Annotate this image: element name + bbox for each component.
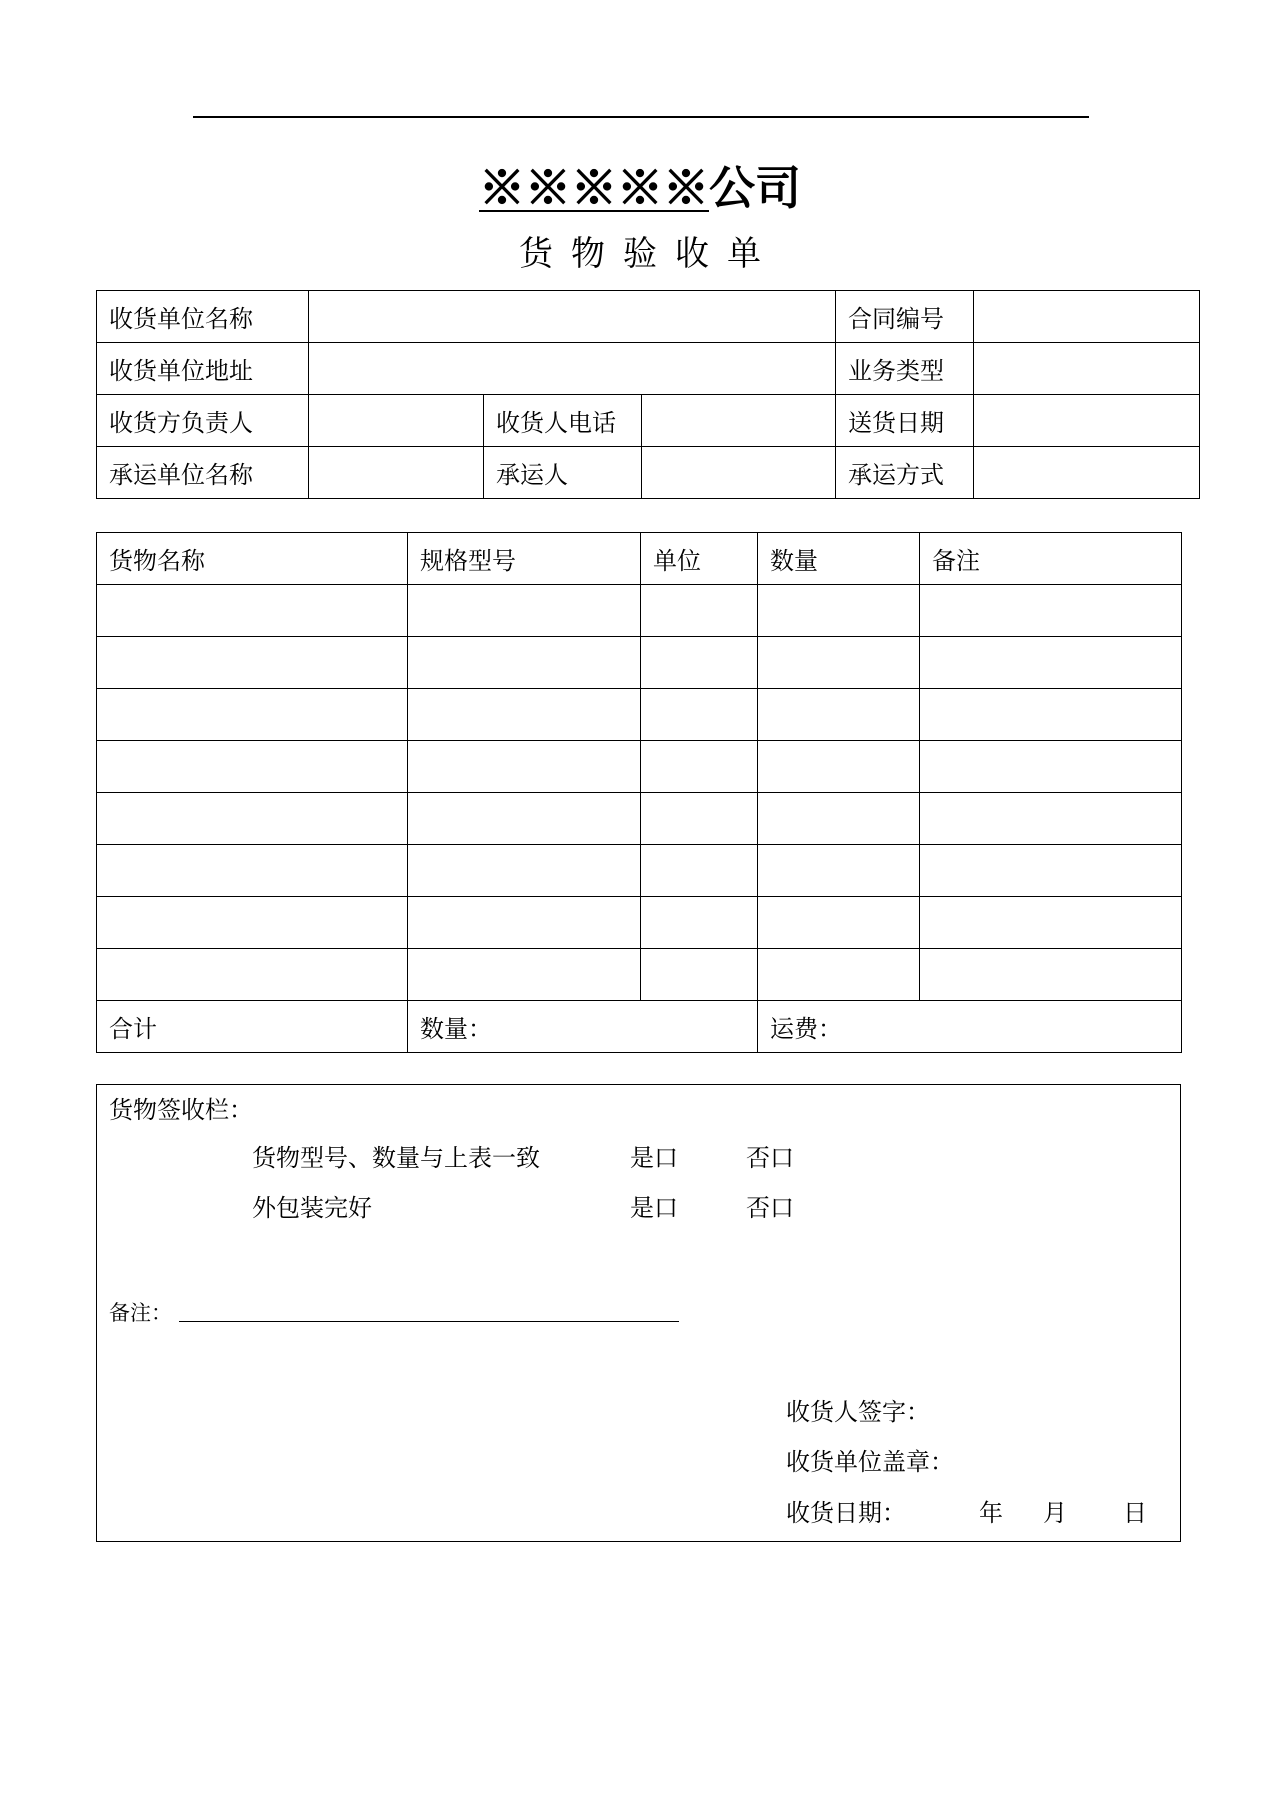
consignee-phone-label: 收货人电话 — [484, 395, 642, 447]
consignee-manager-label: 收货方负责人 — [97, 395, 309, 447]
total-quantity-label: 数量： — [420, 1015, 492, 1043]
check-packaging-label: 外包装完好 — [252, 1194, 372, 1222]
goods-cell[interactable] — [758, 793, 920, 845]
goods-cell[interactable] — [97, 689, 408, 741]
goods-cell[interactable] — [758, 845, 920, 897]
company-name — [0, 158, 1280, 218]
table-row — [97, 949, 1182, 1001]
consignee-phone-field[interactable] — [642, 395, 836, 447]
goods-cell[interactable] — [920, 949, 1182, 1001]
table-row — [97, 845, 1182, 897]
goods-total-row — [97, 1001, 1182, 1053]
goods-header-spec: 规格型号 — [408, 533, 641, 585]
business-type-field[interactable] — [974, 343, 1200, 395]
month-label: 月 — [1043, 1499, 1067, 1527]
top-rule — [193, 116, 1089, 118]
contract-no-field[interactable] — [974, 291, 1200, 343]
total-quantity-cell[interactable] — [408, 1001, 758, 1053]
check-packaging-no[interactable]: 否口 — [746, 1194, 794, 1222]
consignee-address-label: 收货单位地址 — [97, 343, 309, 395]
day-label: 日 — [1123, 1499, 1147, 1527]
goods-cell[interactable] — [641, 897, 758, 949]
goods-cell[interactable] — [408, 949, 641, 1001]
signature-label: 收货人签字： — [786, 1398, 930, 1426]
carrier-name-label: 承运单位名称 — [97, 447, 309, 499]
company-mark: ※※※※※ — [479, 161, 709, 215]
goods-cell[interactable] — [641, 793, 758, 845]
table-row — [97, 585, 1182, 637]
goods-header-remarks: 备注 — [920, 533, 1182, 585]
remarks-line[interactable] — [179, 1321, 679, 1322]
goods-header-quantity: 数量 — [758, 533, 920, 585]
goods-cell[interactable] — [97, 741, 408, 793]
goods-cell[interactable] — [641, 689, 758, 741]
goods-header-unit: 单位 — [641, 533, 758, 585]
freight-cell[interactable] — [758, 1001, 1182, 1053]
table-row — [97, 741, 1182, 793]
freight-label: 运费： — [770, 1015, 842, 1043]
goods-table — [96, 532, 1182, 1053]
info-row — [97, 395, 1200, 447]
check-model-quantity-no[interactable]: 否口 — [746, 1144, 794, 1172]
goods-cell[interactable] — [408, 845, 641, 897]
goods-cell[interactable] — [641, 949, 758, 1001]
goods-cell[interactable] — [641, 741, 758, 793]
table-row — [97, 637, 1182, 689]
goods-cell[interactable] — [408, 689, 641, 741]
goods-header-row — [97, 533, 1182, 585]
carrier-person-label: 承运人 — [484, 447, 642, 499]
goods-header-name: 货物名称 — [97, 533, 408, 585]
goods-cell[interactable] — [920, 637, 1182, 689]
goods-cell[interactable] — [408, 897, 641, 949]
check-packaging-yes[interactable]: 是口 — [630, 1194, 678, 1222]
check-model-quantity-label: 货物型号、数量与上表一致 — [252, 1144, 540, 1172]
goods-cell[interactable] — [408, 741, 641, 793]
receipt-section — [96, 1084, 1181, 1542]
table-row — [97, 689, 1182, 741]
goods-cell[interactable] — [97, 845, 408, 897]
receipt-section-title: 货物签收栏： — [109, 1096, 253, 1124]
seal-label: 收货单位盖章： — [786, 1448, 954, 1476]
consignee-manager-field[interactable] — [309, 395, 484, 447]
year-label: 年 — [979, 1499, 1003, 1527]
goods-cell[interactable] — [641, 637, 758, 689]
delivery-date-label: 送货日期 — [836, 395, 974, 447]
check-model-quantity-yes[interactable]: 是口 — [630, 1144, 678, 1172]
carrier-method-field[interactable] — [974, 447, 1200, 499]
info-table — [96, 290, 1200, 499]
goods-cell[interactable] — [758, 689, 920, 741]
carrier-name-field[interactable] — [309, 447, 484, 499]
goods-cell[interactable] — [920, 845, 1182, 897]
page-title: 货物验收单 — [519, 234, 779, 274]
consignee-name-label: 收货单位名称 — [97, 291, 309, 343]
goods-cell[interactable] — [97, 897, 408, 949]
remarks-label: 备注： — [109, 1301, 172, 1325]
goods-cell[interactable] — [758, 897, 920, 949]
goods-cell[interactable] — [97, 949, 408, 1001]
goods-cell[interactable] — [97, 637, 408, 689]
goods-cell[interactable] — [408, 585, 641, 637]
goods-cell[interactable] — [758, 585, 920, 637]
company-suffix: 公司 — [709, 161, 801, 215]
goods-cell[interactable] — [920, 793, 1182, 845]
goods-cell[interactable] — [408, 637, 641, 689]
goods-cell[interactable] — [920, 689, 1182, 741]
carrier-person-field[interactable] — [642, 447, 836, 499]
goods-cell[interactable] — [758, 741, 920, 793]
goods-cell[interactable] — [97, 793, 408, 845]
info-row — [97, 343, 1200, 395]
business-type-label: 业务类型 — [836, 343, 974, 395]
goods-cell[interactable] — [758, 949, 920, 1001]
total-label: 合计 — [97, 1001, 408, 1053]
delivery-date-field[interactable] — [974, 395, 1200, 447]
consignee-name-field[interactable] — [309, 291, 836, 343]
receipt-date-label: 收货日期： — [786, 1499, 906, 1527]
goods-cell[interactable] — [641, 845, 758, 897]
goods-cell[interactable] — [97, 585, 408, 637]
goods-cell[interactable] — [641, 585, 758, 637]
carrier-method-label: 承运方式 — [836, 447, 974, 499]
contract-no-label: 合同编号 — [836, 291, 974, 343]
goods-cell[interactable] — [920, 741, 1182, 793]
info-row — [97, 291, 1200, 343]
info-row — [97, 447, 1200, 499]
table-row — [97, 897, 1182, 949]
goods-cell[interactable] — [920, 897, 1182, 949]
consignee-address-field[interactable] — [309, 343, 836, 395]
table-row — [97, 793, 1182, 845]
goods-cell[interactable] — [758, 637, 920, 689]
goods-cell[interactable] — [408, 793, 641, 845]
goods-cell[interactable] — [920, 585, 1182, 637]
